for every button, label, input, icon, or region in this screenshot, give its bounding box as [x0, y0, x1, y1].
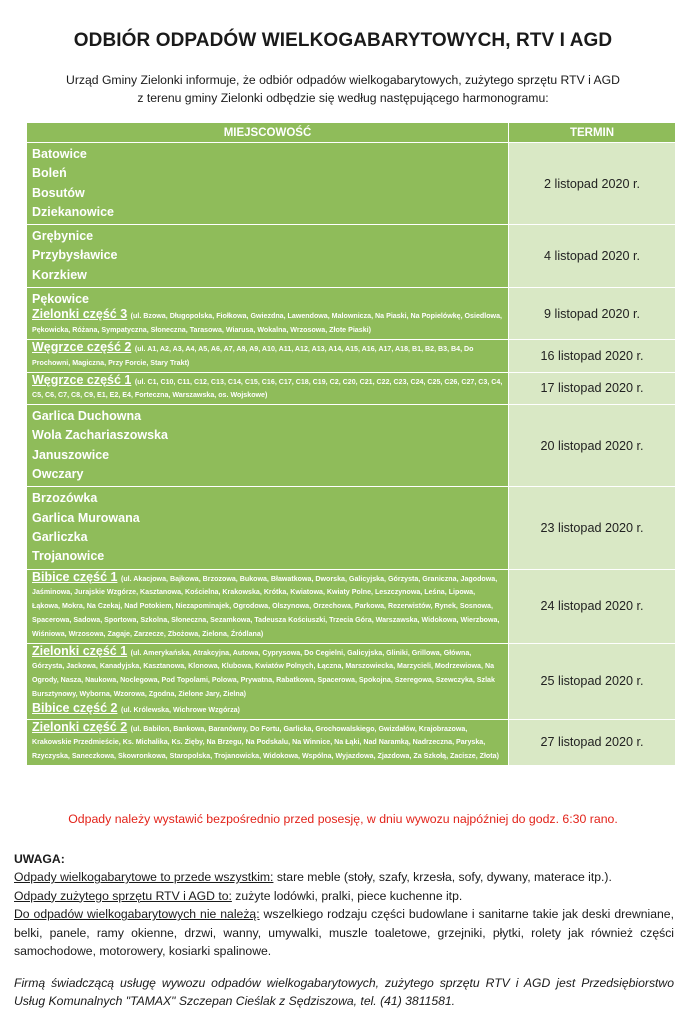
street-list: (ul. Amerykańska, Atrakcyjna, Autowa, Cyprysowa, Do Cegielni, Galicyjska, Gliniki, Grillowa, Główna, Górzysta, Jackowa, Kanadyjska, Kasztanowa, Klonowa, Klubowa, Kwiatów Polnych, Łączna, Marszowiecka, Marzycieli, Modrzewiowa, Na Ogrody, Nasza, Naukowa, Noclegowa, Pod Topolami, Polowa, Prywatna, Rabatkowa, Spacerowa, Spokojna, Szeregowa, Szewczyka, Szlak Bursztynowy, Wyborna, Wzorowa, Zgodna, Zielone Jary, Zielna) — [32, 648, 495, 698]
date-cell: 24 listopad 2020 r. — [509, 570, 675, 643]
intro-line-1: Urząd Gminy Zielonki informuje, że odbiór odpadów wielkogabarytowych, zużytego sprzętu RTV i AGD — [66, 73, 620, 87]
remark-line — [14, 868, 674, 886]
table-row — [27, 225, 675, 287]
location-cell — [27, 720, 508, 765]
zone-name: Zielonki część 3 — [32, 307, 128, 322]
date-cell: 4 listopad 2020 r. — [509, 225, 675, 287]
table-row — [27, 373, 675, 405]
zone-block — [32, 719, 503, 763]
place-name: Wola Zachariaszowska — [32, 428, 168, 443]
table-row — [27, 340, 675, 372]
place-name: Trojanowice — [32, 549, 105, 564]
location-cell — [27, 288, 508, 339]
date-cell: 17 listopad 2020 r. — [509, 373, 675, 405]
place-name: Batowice — [32, 147, 87, 161]
place-name: Garliczka — [32, 529, 88, 544]
location-cell — [27, 225, 508, 287]
zone-name: Bibice część 2 — [32, 700, 118, 715]
street-list: (ul. Królewska, Wichrowe Wzgórza) — [120, 705, 240, 714]
street-list: (ul. A1, A2, A3, A4, A5, A6, A7, A8, A9, A10, A11, A12, A13, A14, A15, A16, A17, A18, B1, B2, B3, B4, Do Prochowni, Magiczna, Przy Forcie, Stary Trakt) — [32, 344, 474, 367]
intro-text — [40, 71, 646, 107]
street-list: (ul. C1, C10, C11, C12, C13, C14, C15, C16, C17, C18, C19, C2, C20, C21, C22, C23, C24, C25, C26, C27, C3, C4, C5, C6, C7, C8, C9, E1, E2, E4, Forteczna, Warszawska, os. Wojskowe) — [32, 377, 503, 400]
page-title: ODBIÓR ODPADÓW WIELKOGABARYTOWYCH, RTV I AGD — [73, 30, 613, 51]
date-cell: 16 listopad 2020 r. — [509, 340, 675, 372]
schedule-table — [26, 122, 676, 766]
zone-block — [32, 569, 503, 641]
zone-block — [32, 372, 503, 403]
remarks-section — [14, 850, 674, 960]
place-name: Korzkiew — [32, 267, 87, 282]
table-row — [27, 288, 675, 339]
zone-name: Węgrzce część 2 — [32, 339, 132, 354]
table-row — [27, 143, 675, 224]
remark-text: wszelkiego rodzaju części budowlane i sanitarne takie jak deski drewniane, belki, panele, ramy okienne, drzwi, wanny, umywalki, muszle toaletowe, grzejniki, płytki, rolety jak również części samochodowe, motorowery, kosiarki spalinowe. — [14, 907, 674, 959]
zone-block — [32, 309, 503, 337]
remark-label: Do odpadów wielkogabarytowych nie należą: — [14, 907, 260, 922]
remarks-heading: UWAGA: — [14, 852, 65, 866]
location-cell — [27, 340, 508, 372]
location-cell — [27, 143, 508, 224]
place-name: Garlica Murowana — [32, 510, 140, 525]
table-row — [27, 720, 675, 765]
table-row — [27, 405, 675, 486]
street-list: (ul. Bzowa, Długopolska, Fiołkowa, Gwiezdna, Lawendowa, Malownicza, Na Piaski, Na Popielówkę, Osiedlowa, Pękowicka, Różana, Sympatyczna, Słoneczna, Tarasowa, Wiarusa, Wokalna, Wrzosowa, Złote Piaski) — [32, 312, 502, 335]
table-row — [27, 644, 675, 719]
place-name: Brzozówka — [32, 491, 98, 506]
location-cell — [27, 644, 508, 719]
place-name: Owczary — [32, 467, 84, 482]
place-name: Grębynice — [32, 229, 94, 244]
remark-line — [14, 905, 674, 960]
zone-name: Zielonki część 2 — [32, 719, 128, 734]
zone-block — [32, 700, 503, 717]
location-cell — [27, 570, 508, 643]
place-name: Przybysławice — [32, 248, 118, 263]
date-cell: 20 listopad 2020 r. — [509, 405, 675, 486]
header-date: TERMIN — [509, 123, 675, 142]
date-cell: 9 listopad 2020 r. — [509, 288, 675, 339]
place-name: Garlica Duchowna — [32, 409, 142, 424]
street-list: (ul. Babilon, Bankowa, Baranówny, Do Fortu, Garlicka, Grochowalskiego, Gwizdałów, Krajobrazowa, Krakowskie Przedmieście, Ks. Michalika, Ks. Zięby, Na Brzegu, Na Podskalu, Na Winnice, Na Łąki, Nad Naramką, Nadrzeczna, Paryska, Rzyczyska, Saneczkowa, Skowronkowa, Staropolska, Trojanowicka, Widokowa, Wspólna, Wyjazdowa, Zjazdowa, Za Szkołą, Zacisze, Złota) — [32, 724, 499, 761]
date-cell: 27 listopad 2020 r. — [509, 720, 675, 765]
table-row — [27, 487, 675, 568]
table-row — [27, 570, 675, 643]
zone-block — [32, 339, 503, 370]
place-name: Boleń — [32, 166, 67, 181]
place-name: Pękowice — [32, 292, 89, 307]
zone-name: Zielonki część 1 — [32, 643, 128, 658]
place-name: Dziekanowice — [32, 204, 114, 219]
location-cell — [27, 405, 508, 486]
date-cell: 25 listopad 2020 r. — [509, 644, 675, 719]
street-list: (ul. Akacjowa, Bajkowa, Brzozowa, Bukowa, Bławatkowa, Dworska, Galicyjska, Górzysta, Graniczna, Jagodowa, Jaśminowa, Jurajskie Wzgórze, Kasztanowa, Kościelna, Krakowska, Krótka, Kwiatowa, Kwiaty Polne, Leszczynowa, Leśna, Lipowa, Łąkowa, Mokra, Na Czekaj, Nad Potokiem, Niezapominajek, Ogrodowa, Olszynowa, Orzechowa, Parkowa, Rezerwistów, Rynek, Sosnowa, Spacerowa, Sadowa, Sportowa, Szkolna, Słoneczna, Sezamkowa, Tadeusza Kościuszki, Trzecia Góra, Warszawska, Widokowa, Wierzbowa, Wiśniowa, Wrzosowa, Zagaje, Zarzecze, Zbożowa, Zielona, Źródlana) — [32, 574, 500, 638]
place-name: Januszowice — [32, 447, 110, 462]
remark-label: Odpady zużytego sprzętu RTV i AGD to: — [14, 888, 232, 903]
date-cell: 2 listopad 2020 r. — [509, 143, 675, 224]
remark-line — [14, 887, 674, 905]
remark-label: Odpady wielkogabarytowe to przede wszystkim: — [14, 870, 274, 885]
header-place: MIEJSCOWOŚĆ — [27, 123, 508, 142]
zone-block — [32, 643, 503, 701]
intro-line-2: z terenu gminy Zielonki odbędzie się według następującego harmonogramu: — [137, 91, 549, 105]
location-cell — [27, 487, 508, 568]
zone-name: Węgrzce część 1 — [32, 372, 132, 387]
table-header-row — [27, 123, 675, 142]
date-cell: 23 listopad 2020 r. — [509, 487, 675, 568]
remark-text: zużyte lodówki, pralki, piece kuchenne itp. — [231, 888, 463, 903]
location-cell — [27, 373, 508, 405]
zone-name: Bibice część 1 — [32, 569, 118, 584]
pickup-notice: Odpady należy wystawić bezpośrednio przed posesję, w dniu wywozu najpóźniej do godz. 6:30 rano. — [68, 812, 618, 826]
place-name: Bosutów — [32, 185, 85, 200]
contractor-info: Firmą świadczącą usługę wywozu odpadów wielkogabarytowych, zużytego sprzętu RTV i AGD jest Przedsiębiorstwo Usług Komunalnych "TAMAX" Szczepan Cieślak z Sędziszowa, tel. (41) 3811581. — [14, 976, 674, 1009]
remark-text: stare meble (stoły, szafy, krzesła, sofy, dywany, materace itp.). — [273, 870, 612, 885]
